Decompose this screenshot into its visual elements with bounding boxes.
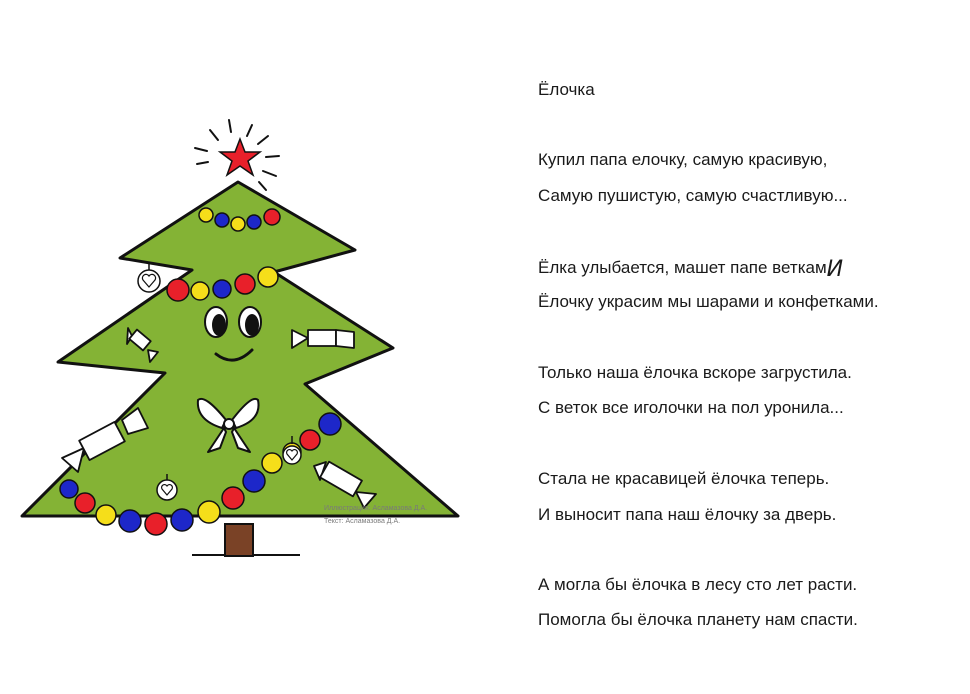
handwritten-suffix: И [826,257,844,282]
credit-illustration: Иллюстрация: Асламазова Д.А. [324,505,428,512]
poem-line: Ёлка улыбается, машет папе веткам [538,258,827,277]
poem-line: Только наша ёлочка вскоре загрустила. [538,363,852,382]
poem-line-with-handwritten-suffix [538,257,844,282]
poem-line: А могла бы ёлочка в лесу сто лет расти. [538,575,858,594]
poem-title: Ёлочка [538,80,595,99]
poem-line: Самую пушистую, самую счастливую... [538,186,848,205]
poem-line: Помогла бы ёлочка планету нам спасти. [538,610,858,629]
star-icon [220,139,260,175]
credit-text: Текст: Асламазова Д.А. [324,518,401,525]
tree-trunk [225,524,253,556]
heart-ornament-left [138,262,160,292]
poem-line: Ёлочку украсим мы шарами и конфетками. [538,292,879,311]
poem-line: Купил папа елочку, самую красивую, [538,150,828,169]
poem-line: Стала не красавицей ёлочка теперь. [538,469,830,488]
poem-line: И выносит папа наш ёлочку за дверь. [538,505,837,524]
tree-body [22,182,458,516]
poem-line: С веток все иголочки на пол уронила... [538,398,844,417]
